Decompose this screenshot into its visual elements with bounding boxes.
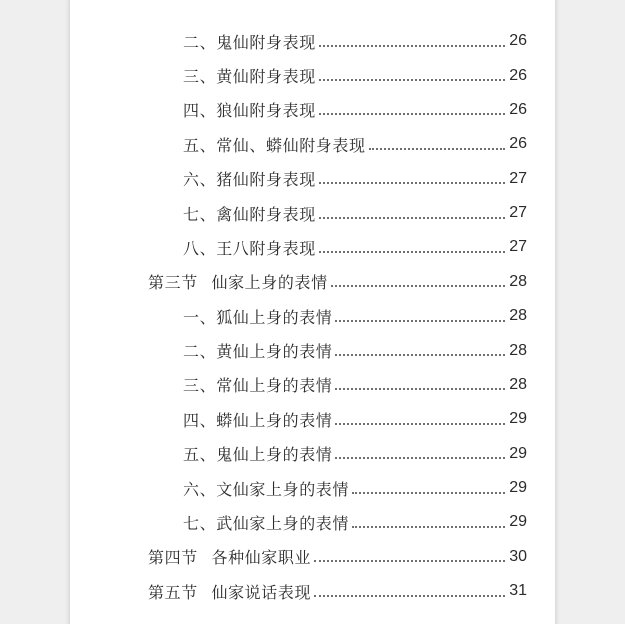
toc-dot-leader [319, 79, 505, 81]
toc-item-entry [70, 299, 555, 333]
toc-item-entry [70, 24, 555, 58]
toc-page-number: 26 [509, 100, 527, 118]
toc-entry-title: 第四节 各种仙家职业 [148, 548, 312, 568]
toc-entry-title: 三、黄仙附身表现 [183, 67, 316, 87]
toc-page-number: 28 [509, 307, 527, 325]
toc-item-entry [70, 162, 555, 196]
toc-entry-title: 五、常仙、蟒仙附身表现 [183, 135, 366, 155]
toc-entry-title: 第五节 仙家说话表现 [148, 582, 312, 602]
document-page [70, 0, 555, 624]
toc-dot-leader [319, 113, 505, 115]
toc-section-entry [70, 574, 555, 608]
toc-item-entry [70, 437, 555, 471]
toc-item-entry [70, 402, 555, 436]
toc-entry-title: 五、鬼仙上身的表情 [183, 445, 333, 465]
toc-item-entry [70, 93, 555, 127]
toc-entry-title: 三、常仙上身的表情 [183, 376, 333, 396]
toc-item-entry [70, 196, 555, 230]
toc-page-number: 27 [509, 238, 527, 256]
toc-dot-leader [314, 595, 505, 597]
toc-page-number: 29 [509, 410, 527, 428]
toc-page-number: 27 [509, 169, 527, 187]
toc-section-entry [70, 265, 555, 299]
toc-dot-leader [335, 457, 505, 459]
toc-entry-title: 七、禽仙附身表现 [183, 204, 316, 224]
toc-page-number: 28 [509, 341, 527, 359]
toc-entry-title: 四、蟒仙上身的表情 [183, 410, 333, 430]
toc-entry-title: 六、文仙家上身的表情 [183, 479, 350, 499]
toc-page-number: 26 [509, 66, 527, 84]
toc-dot-leader [331, 285, 505, 287]
toc-item-entry [70, 127, 555, 161]
toc-dot-leader [319, 217, 505, 219]
toc-entry-title: 二、鬼仙附身表现 [183, 32, 316, 52]
toc-dot-leader [335, 354, 505, 356]
toc-page-number: 26 [509, 32, 527, 50]
toc-item-entry [70, 368, 555, 402]
toc-dot-leader [352, 526, 505, 528]
toc-entry-title: 第三节 仙家上身的表情 [148, 273, 328, 293]
toc-item-entry [70, 471, 555, 505]
toc-dot-leader [335, 388, 505, 390]
toc-entry-title: 六、猪仙附身表现 [183, 170, 316, 190]
toc-dot-leader [335, 320, 505, 322]
toc-item-entry [70, 505, 555, 539]
toc-page-number: 30 [509, 547, 527, 565]
toc-entry-title: 二、黄仙上身的表情 [183, 342, 333, 362]
toc-page-number: 29 [509, 444, 527, 462]
toc-dot-leader [314, 560, 505, 562]
toc-section-entry [70, 540, 555, 574]
toc-entry-title: 四、狼仙附身表现 [183, 101, 316, 121]
toc-item-entry [70, 230, 555, 264]
toc-item-entry [70, 58, 555, 92]
toc-page-number: 26 [509, 135, 527, 153]
toc-page-number: 29 [509, 513, 527, 531]
toc-entry-title: 八、王八附身表现 [183, 238, 316, 258]
toc-dot-leader [319, 182, 505, 184]
toc-dot-leader [319, 45, 505, 47]
toc-dot-leader [319, 251, 505, 253]
toc-dot-leader [352, 492, 505, 494]
toc-item-entry [70, 333, 555, 367]
toc-entry-title: 一、狐仙上身的表情 [183, 307, 333, 327]
table-of-contents [70, 24, 555, 608]
toc-dot-leader [369, 148, 505, 150]
toc-entry-title: 七、武仙家上身的表情 [183, 513, 350, 533]
toc-page-number: 28 [509, 375, 527, 393]
toc-page-number: 27 [509, 204, 527, 222]
toc-page-number: 29 [509, 479, 527, 497]
toc-dot-leader [335, 423, 505, 425]
toc-page-number: 31 [509, 582, 527, 600]
toc-page-number: 28 [509, 272, 527, 290]
